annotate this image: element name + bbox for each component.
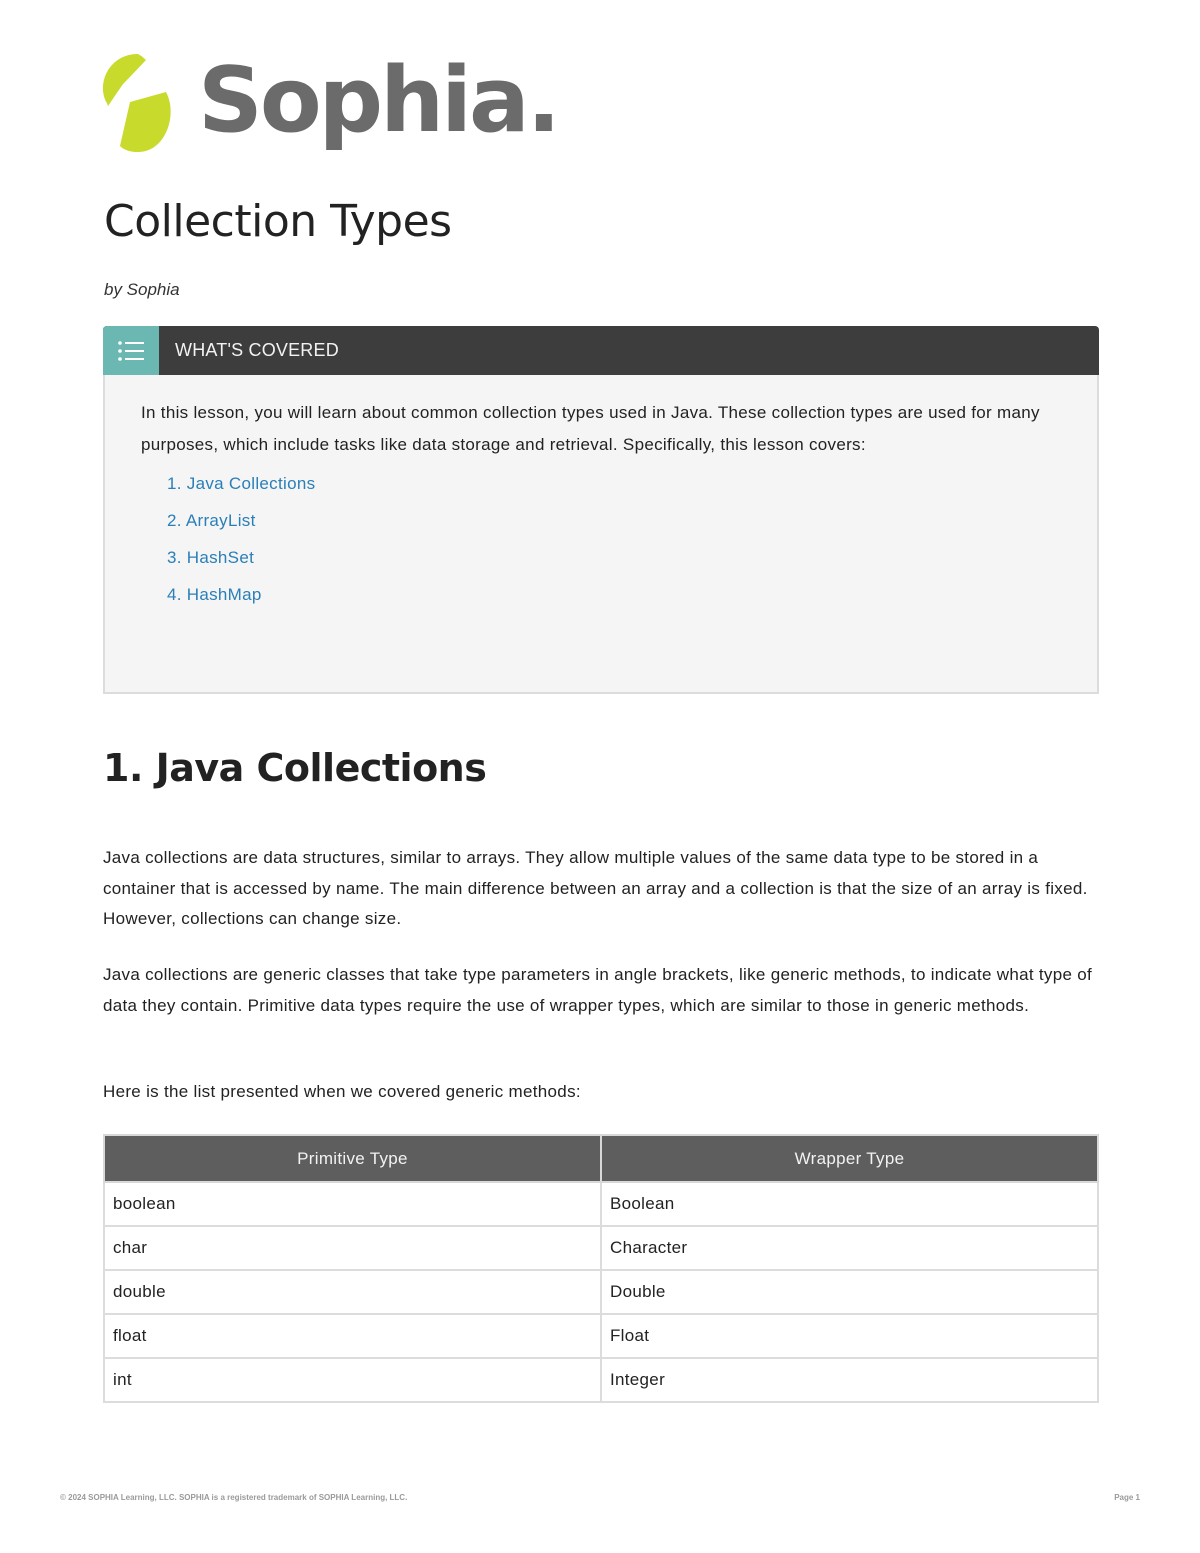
table-row bbox=[104, 1270, 1098, 1314]
paragraph: Here is the list presented when we covered generic methods: bbox=[103, 1082, 581, 1101]
whats-covered-header bbox=[103, 326, 1099, 375]
table-cell: float bbox=[104, 1314, 601, 1358]
table-cell: int bbox=[104, 1358, 601, 1402]
sophia-logo-wordmark: Sophia. bbox=[198, 48, 558, 153]
section-heading-java-collections: 1. Java Collections bbox=[103, 746, 487, 790]
table-cell: Double bbox=[601, 1270, 1098, 1314]
table-cell: Integer bbox=[601, 1358, 1098, 1402]
table-cell: Character bbox=[601, 1226, 1098, 1270]
table-row bbox=[104, 1226, 1098, 1270]
table-cell: boolean bbox=[104, 1182, 601, 1226]
page-title: Collection Types bbox=[104, 196, 452, 247]
table-cell: double bbox=[104, 1270, 601, 1314]
table-header-row bbox=[104, 1135, 1098, 1182]
covered-link-java-collections[interactable]: 1. Java Collections bbox=[167, 474, 316, 493]
whats-covered-intro: In this lesson, you will learn about common collection types used in Java. These collection types are used for many purposes, which include tasks like data storage and retrieval. Specifically, this lesson covers: bbox=[141, 403, 1040, 454]
footer-page-number: Page 1 bbox=[1114, 1493, 1140, 1502]
type-table bbox=[103, 1134, 1099, 1403]
table-header-primitive: Primitive Type bbox=[104, 1135, 601, 1182]
table-row bbox=[104, 1358, 1098, 1402]
whats-covered-list bbox=[141, 465, 1061, 613]
whats-covered-title: WHAT'S COVERED bbox=[175, 340, 339, 360]
whats-covered-body bbox=[103, 375, 1099, 694]
covered-link-arraylist[interactable]: 2. ArrayList bbox=[167, 511, 256, 530]
byline: by Sophia bbox=[104, 280, 180, 299]
whats-covered-box bbox=[103, 326, 1099, 694]
paragraph: Java collections are generic classes that take type parameters in angle brackets, like generic methods, to indicate what type of data they contain. Primitive data types require the use of wrapper types, which are similar to those in generic methods. bbox=[103, 965, 1093, 1015]
table-header-wrapper: Wrapper Type bbox=[601, 1135, 1098, 1182]
table-cell: Float bbox=[601, 1314, 1098, 1358]
sophia-logo bbox=[100, 48, 558, 162]
footer-copyright: © 2024 SOPHIA Learning, LLC. SOPHIA is a registered trademark of SOPHIA Learning, LLC. bbox=[60, 1493, 408, 1502]
sophia-logo-mark-icon bbox=[100, 52, 176, 156]
covered-link-hashset[interactable]: 3. HashSet bbox=[167, 548, 255, 567]
table-row bbox=[104, 1182, 1098, 1226]
covered-link-hashmap[interactable]: 4. HashMap bbox=[167, 585, 262, 604]
table-row bbox=[104, 1314, 1098, 1358]
table-cell: char bbox=[104, 1226, 601, 1270]
table-cell: Boolean bbox=[601, 1182, 1098, 1226]
paragraph: Java collections are data structures, similar to arrays. They allow multiple values of the same data type to be stored in a container that is accessed by name. The main difference between an array and a collection is that the size of an array is fixed. However, collections can change size. bbox=[103, 848, 1088, 928]
list-icon bbox=[103, 326, 159, 375]
